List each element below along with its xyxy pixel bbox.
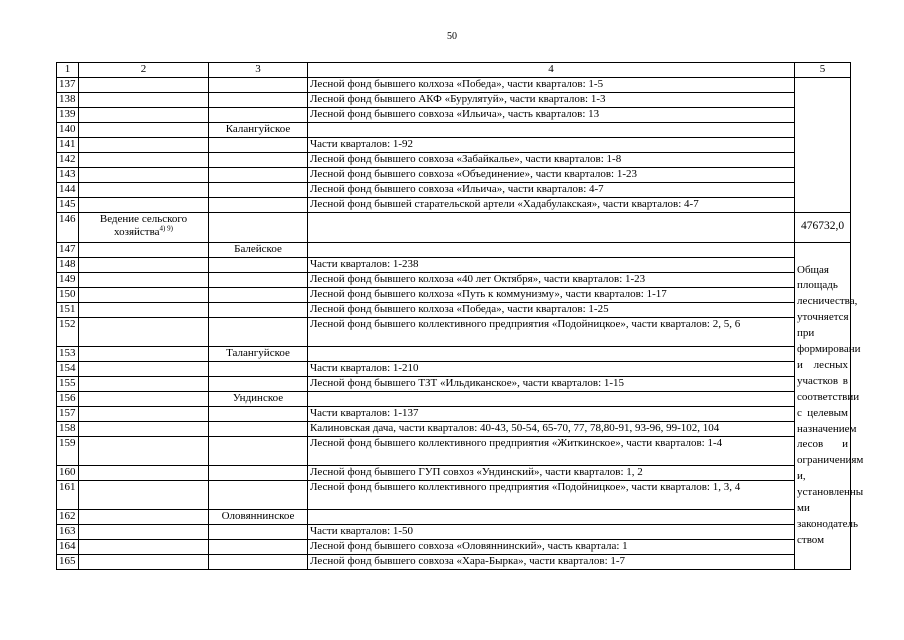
district-forestry-cell [209, 152, 308, 167]
district-forestry-cell [209, 406, 308, 421]
quarters-description-cell: Лесной фонд бывшего совхоза «Ильича», часть кварталов: 13 [308, 107, 795, 122]
table-row [57, 302, 851, 317]
page-number: 50 [447, 31, 457, 42]
row-number-cell: 152 [57, 317, 79, 346]
table-row [57, 152, 851, 167]
table-header-row [57, 63, 851, 78]
usage-type-cell [79, 212, 209, 242]
quarters-description-cell: Лесной фонд бывшего коллективного предприятия «Подойницкое», части кварталов: 1, 3, 4 [308, 480, 795, 509]
row-number-cell: 137 [57, 77, 79, 92]
footnote-ref: 4) 9) [159, 224, 173, 233]
table-row [57, 137, 851, 152]
row-number-cell: 149 [57, 272, 79, 287]
table-row [57, 376, 851, 391]
row-number-cell: 142 [57, 152, 79, 167]
usage-type-cell [79, 376, 209, 391]
table-row [57, 406, 851, 421]
usage-type-cell [79, 406, 209, 421]
district-forestry-cell [209, 212, 308, 242]
district-forestry-cell [209, 421, 308, 436]
usage-type-cell [79, 361, 209, 376]
district-forestry-cell [209, 302, 308, 317]
row-number-cell: 146 [57, 212, 79, 242]
total-area-value: 476732,0 [800, 219, 845, 232]
row-number-cell: 161 [57, 480, 79, 509]
table-row [57, 182, 851, 197]
usage-type-cell [79, 317, 209, 346]
quarters-description-cell: Части кварталов: 1-92 [308, 137, 795, 152]
row-number-cell: 148 [57, 257, 79, 272]
table-row [57, 480, 851, 509]
column-header-2: 2 [79, 63, 209, 78]
quarters-description-cell: Части кварталов: 1-137 [308, 406, 795, 421]
quarters-description-cell: Лесной фонд бывшего совхоза «Ильича», части кварталов: 4-7 [308, 182, 795, 197]
district-forestry-cell [209, 436, 308, 465]
usage-type-cell [79, 436, 209, 465]
usage-type-cell [79, 539, 209, 554]
usage-type-cell [79, 122, 209, 137]
district-forestry-cell: Калангуйское [209, 122, 308, 137]
row-number-cell: 163 [57, 524, 79, 539]
row-number-cell: 156 [57, 391, 79, 406]
table-row [57, 346, 851, 361]
quarters-description-cell [308, 346, 795, 361]
usage-type-cell [79, 92, 209, 107]
quarters-description-cell: Лесной фонд бывшей старательской артели «Хадабулакская», части кварталов: 4-7 [308, 197, 795, 212]
district-forestry-cell [209, 167, 308, 182]
quarters-description-cell: Части кварталов: 1-210 [308, 361, 795, 376]
row-number-cell: 151 [57, 302, 79, 317]
district-forestry-cell: Балейское [209, 242, 308, 257]
table-row [57, 554, 851, 569]
quarters-description-cell: Лесной фонд бывшего коллективного предприятия «Житкинское», части кварталов: 1-4 [308, 436, 795, 465]
table-row [57, 539, 851, 554]
usage-type-cell [79, 272, 209, 287]
quarters-description-cell: Лесной фонд бывшего совхоза «Объединение», части кварталов: 1-23 [308, 167, 795, 182]
table-row [57, 421, 851, 436]
row-number-cell: 165 [57, 554, 79, 569]
table-row [57, 167, 851, 182]
usage-type-cell [79, 77, 209, 92]
row-number-cell: 153 [57, 346, 79, 361]
quarters-description-cell [308, 212, 795, 242]
column-header-4: 4 [308, 63, 795, 78]
table-row [57, 391, 851, 406]
row-number-cell: 143 [57, 167, 79, 182]
usage-type-cell [79, 509, 209, 524]
usage-type-cell [79, 346, 209, 361]
district-forestry-cell [209, 92, 308, 107]
table-row [57, 77, 851, 92]
column-header-1: 1 [57, 63, 79, 78]
quarters-description-cell: Лесной фонд бывшего колхоза «Победа», части кварталов: 1-25 [308, 302, 795, 317]
district-forestry-cell [209, 77, 308, 92]
table-row [57, 242, 851, 257]
table-row [57, 257, 851, 272]
usage-type-cell [79, 302, 209, 317]
district-forestry-cell [209, 197, 308, 212]
quarters-description-cell: Лесной фонд бывшего колхоза «40 лет Октября», части кварталов: 1-23 [308, 272, 795, 287]
usage-type-cell [79, 197, 209, 212]
quarters-description-cell: Лесной фонд бывшего совхоза «Оловяннинский», часть квартала: 1 [308, 539, 795, 554]
table-row [57, 122, 851, 137]
usage-type-cell [79, 107, 209, 122]
quarters-description-cell: Лесной фонд бывшего коллективного предприятия «Подойницкое», части кварталов: 2, 5, 6 [308, 317, 795, 346]
usage-type-cell [79, 182, 209, 197]
row-number-cell: 154 [57, 361, 79, 376]
district-forestry-cell [209, 272, 308, 287]
row-number-cell: 144 [57, 182, 79, 197]
row-number-cell: 139 [57, 107, 79, 122]
usage-type-cell [79, 391, 209, 406]
note-cell [795, 242, 864, 569]
quarters-description-cell: Части кварталов: 1-238 [308, 257, 795, 272]
district-forestry-cell [209, 539, 308, 554]
district-forestry-cell [209, 376, 308, 391]
district-forestry-cell [209, 554, 308, 569]
table-row [57, 107, 851, 122]
quarters-description-cell: Лесной фонд бывшего колхоза «Победа», части кварталов: 1-5 [308, 77, 795, 92]
usage-type-cell [79, 480, 209, 509]
table-row [57, 317, 851, 346]
usage-type-cell [79, 167, 209, 182]
usage-type-cell [79, 524, 209, 539]
table-row [57, 92, 851, 107]
table-row [57, 509, 851, 524]
quarters-description-cell [308, 509, 795, 524]
row-number-cell: 160 [57, 465, 79, 480]
row-number-cell: 147 [57, 242, 79, 257]
usage-type-cell [79, 137, 209, 152]
quarters-description-cell [308, 391, 795, 406]
area-cell [795, 212, 851, 242]
area-cell-top [795, 77, 851, 212]
row-number-cell: 164 [57, 539, 79, 554]
row-number-cell: 145 [57, 197, 79, 212]
district-forestry-cell: Ундинское [209, 391, 308, 406]
row-number-cell: 155 [57, 376, 79, 391]
table-row [57, 465, 851, 480]
district-forestry-cell [209, 137, 308, 152]
district-forestry-cell [209, 465, 308, 480]
usage-type-cell [79, 421, 209, 436]
row-number-cell: 138 [57, 92, 79, 107]
quarters-description-cell: Лесной фонд бывшего ГУП совхоз «Ундинский», части кварталов: 1, 2 [308, 465, 795, 480]
usage-type-cell [79, 242, 209, 257]
column-header-5: 5 [795, 63, 851, 78]
forest-fund-table [56, 62, 864, 570]
district-forestry-cell [209, 361, 308, 376]
district-forestry-cell [209, 480, 308, 509]
row-number-cell: 140 [57, 122, 79, 137]
district-forestry-cell [209, 524, 308, 539]
table-row [57, 361, 851, 376]
district-forestry-cell: Оловяннинское [209, 509, 308, 524]
usage-type-cell [79, 554, 209, 569]
quarters-description-cell: Лесной фонд бывшего ТЗТ «Ильдиканское», части кварталов: 1-15 [308, 376, 795, 391]
quarters-description-cell: Лесной фонд бывшего совхоза «Хара-Бырка», части кварталов: 1-7 [308, 554, 795, 569]
quarters-description-cell: Калиновская дача, части кварталов: 40-43, 50-54, 65-70, 77, 78,80-91, 93-96, 99-102, 104 [308, 421, 795, 436]
quarters-description-cell: Лесной фонд бывшего колхоза «Путь к коммунизму», части кварталов: 1-17 [308, 287, 795, 302]
quarters-description-cell [308, 242, 795, 257]
usage-type-cell [79, 287, 209, 302]
table-row [57, 212, 851, 242]
table-row [57, 524, 851, 539]
usage-type-text: Ведение сельского хозяйства [99, 212, 188, 238]
district-forestry-cell [209, 257, 308, 272]
district-forestry-cell [209, 182, 308, 197]
column-header-3: 3 [209, 63, 308, 78]
usage-type-cell [79, 465, 209, 480]
district-forestry-cell [209, 107, 308, 122]
usage-type-cell [79, 257, 209, 272]
row-number-cell: 158 [57, 421, 79, 436]
table-row [57, 436, 851, 465]
quarters-description-cell: Лесной фонд бывшего совхоза «Забайкалье», части кварталов: 1-8 [308, 152, 795, 167]
row-number-cell: 157 [57, 406, 79, 421]
quarters-description-cell [308, 122, 795, 137]
district-forestry-cell [209, 317, 308, 346]
usage-type-cell [79, 152, 209, 167]
table-row [57, 287, 851, 302]
table-row [57, 272, 851, 287]
row-number-cell: 150 [57, 287, 79, 302]
row-number-cell: 159 [57, 436, 79, 465]
district-forestry-cell [209, 287, 308, 302]
district-forestry-cell: Талангуйское [209, 346, 308, 361]
table-row [57, 197, 851, 212]
row-number-cell: 162 [57, 509, 79, 524]
quarters-description-cell: Части кварталов: 1-50 [308, 524, 795, 539]
quarters-description-cell: Лесной фонд бывшего АКФ «Бурулятуй», части кварталов: 1-3 [308, 92, 795, 107]
area-note-text: Общая площадь лесничества, уточняется при формировани и лесных участков в соответствии с целевым назначением лесов и ограничениям и, установленны ми законодатель ством [797, 263, 864, 546]
row-number-cell: 141 [57, 137, 79, 152]
